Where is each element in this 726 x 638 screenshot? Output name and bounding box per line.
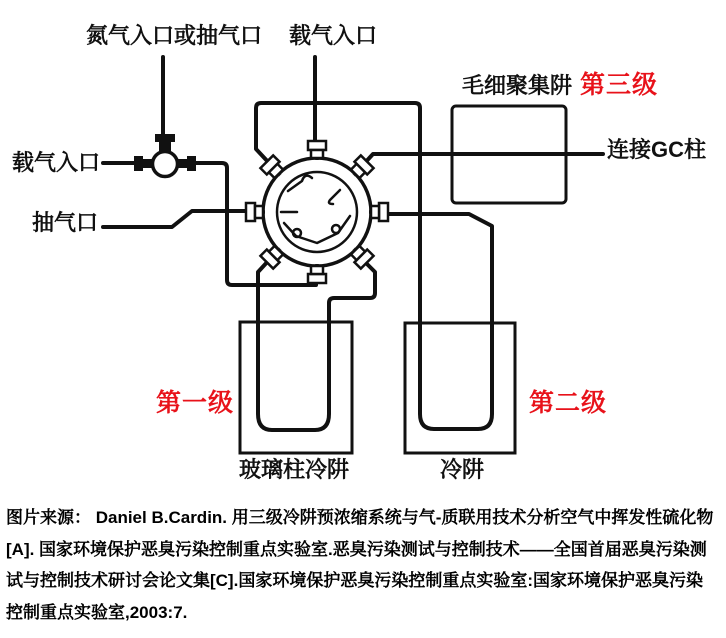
- stage-two-label: 第二级: [529, 389, 608, 417]
- extraction-port-label: 抽气口: [32, 210, 99, 235]
- three-way-valve: [134, 134, 196, 177]
- three-way-valve-body: [153, 152, 178, 177]
- three-way-valve-top-nut: [155, 134, 175, 142]
- carrier-inlet-left-label: 载气入口: [12, 150, 101, 175]
- valve-port-right: [369, 203, 388, 221]
- valve-port-top: [308, 141, 326, 160]
- caption-line-2: [A]. 国家环境保护恶臭污染控制重点实验室.恶臭污染测试与控制技术——全国首届恶臭污染测: [6, 539, 707, 559]
- stage-one-label: 第一级: [156, 389, 235, 417]
- carrier-inlet-top-label: 载气入口: [289, 23, 378, 48]
- connect-gc-column-label: 连接GC柱: [607, 137, 707, 162]
- nitrogen-inlet-label: 氮气入口或抽气口: [86, 23, 263, 48]
- eight-port-valve: [246, 141, 388, 283]
- stage2-trap-tube: [256, 103, 492, 429]
- caption-line-3: 试与控制技术研讨会论文集[C].国家环境保护恶臭污染控制重点实验室:国家环境保护恶臭污染: [6, 571, 703, 590]
- cold-trap-label: 冷阱: [440, 457, 485, 482]
- stage-three-label: 第三级: [580, 71, 659, 99]
- image-source-caption: [6, 502, 720, 628]
- caption-line-1: 图片来源： Daniel B.Cardin. 用三级冷阱预浓缩系统与气-质联用技术分析空气中挥发性硫化物: [6, 508, 714, 527]
- valve-port-left: [246, 203, 265, 221]
- valve-port-bottom: [308, 264, 326, 283]
- three-way-valve-left-fitting: [134, 156, 143, 171]
- caption-line-4: 控制重点实验室,2003:7.: [6, 602, 188, 622]
- three-way-valve-right-fitting: [178, 159, 187, 168]
- glass-cold-trap-label: 玻璃柱冷阱: [239, 457, 350, 482]
- capillary-trap-label: 毛细聚集阱: [462, 73, 573, 98]
